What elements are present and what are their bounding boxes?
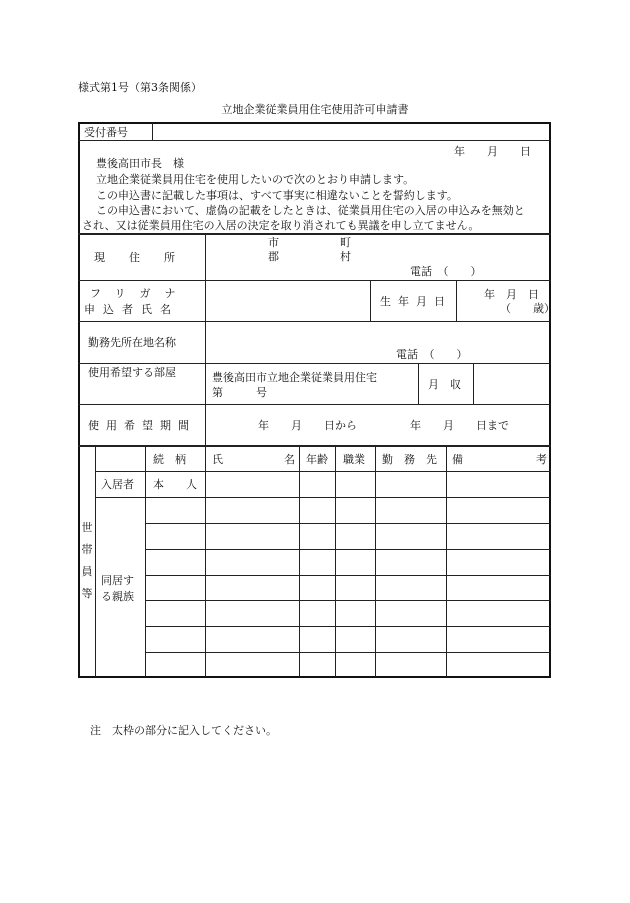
column-header-workplace: 勤 務 先 — [382, 453, 437, 466]
room-label: 使用希望する部屋 — [88, 366, 176, 379]
row-divider — [145, 575, 551, 576]
column-header-occupation: 職業 — [343, 453, 365, 466]
intro-line: この申込書に記載した事項は、すべて事実に相違ないことを誓約します。 — [96, 189, 458, 202]
intro-line: され、又は従業員用住宅の入居の決定を取り消されても異議を申し立てません。 — [82, 219, 480, 232]
family-label: 同居する親族 — [101, 574, 134, 603]
intro-line: 立地企業従業員用住宅を使用したいので次のとおり申請します。 — [96, 173, 415, 186]
column-header-given-name: 名 — [284, 453, 295, 466]
village-marker: 村 — [340, 250, 351, 263]
column-header-remarks: 備 — [452, 453, 463, 466]
footer-note: 注 太枠の部分に記入してください。 — [90, 724, 277, 737]
applicant-name-label: 申込者氏名 — [84, 303, 179, 316]
row-divider — [145, 549, 551, 550]
housing-name: 豊後高田市立地企業従業員用住宅 — [212, 371, 377, 384]
row-divider — [145, 523, 551, 524]
row-divider — [78, 280, 551, 281]
row-divider — [78, 140, 551, 141]
form-number: 様式第1号（第3条関係） — [78, 81, 202, 94]
intro-line: この申込書において、虚偽の記載をしたときは、従業員用住宅の入居の申込みを無効と — [96, 204, 525, 217]
town-marker: 町 — [340, 236, 351, 249]
form-title: 立地企業従業員用住宅使用許可申請書 — [221, 103, 409, 116]
city-marker: 市 — [268, 236, 279, 249]
workplace-phone[interactable]: 電話 （ ） — [396, 348, 468, 361]
column-divider — [145, 446, 146, 677]
column-divider — [375, 446, 376, 677]
county-marker: 郡 — [268, 250, 279, 263]
column-divider — [299, 446, 300, 677]
column-header-surname: 氏 — [212, 453, 223, 466]
addressee: 豊後高田市長 様 — [96, 157, 184, 170]
column-divider — [456, 281, 457, 321]
column-divider — [370, 281, 371, 321]
furigana-label: フリガナ — [90, 287, 190, 300]
monthly-income-label: 月 収 — [428, 378, 461, 391]
period-to[interactable]: 年 月 日まで — [410, 419, 509, 432]
period-from[interactable]: 年 月 日から — [258, 419, 357, 432]
resident-label: 入居者 — [101, 478, 134, 491]
application-date[interactable]: 年 月 日 — [454, 145, 531, 158]
row-divider — [95, 497, 551, 498]
receipt-number-field[interactable] — [158, 126, 546, 139]
row-divider — [145, 626, 551, 627]
row-divider — [78, 363, 551, 364]
column-divider — [205, 446, 206, 677]
row-divider — [145, 600, 551, 601]
column-divider — [95, 446, 96, 677]
column-divider — [205, 234, 206, 445]
column-divider — [152, 123, 153, 140]
row-divider — [78, 404, 551, 405]
row-divider — [78, 445, 551, 447]
column-header-relationship: 続 柄 — [153, 453, 186, 466]
row-divider — [78, 233, 551, 235]
column-divider — [418, 364, 419, 404]
column-divider — [473, 364, 474, 404]
workplace-label: 勤務先所在地名称 — [88, 336, 176, 349]
column-header-age: 年齢 — [306, 453, 328, 466]
column-divider — [446, 446, 447, 677]
birth-date-value[interactable]: 年 月 日 — [484, 288, 539, 301]
column-divider — [335, 446, 336, 677]
room-number[interactable]: 第 号 — [212, 386, 267, 399]
age-value[interactable]: （ 歳） — [500, 302, 555, 315]
address-phone[interactable]: 電話 （ ） — [410, 265, 482, 278]
address-label: 現住所 — [94, 251, 199, 264]
household-side-label: 世帯員等 — [81, 521, 93, 600]
receipt-number-label: 受付番号 — [84, 126, 128, 139]
self-label: 本 人 — [153, 478, 197, 491]
birth-date-label: 生年月日 — [380, 295, 452, 308]
period-label: 使用希望期間 — [88, 419, 196, 432]
row-divider — [95, 471, 551, 472]
column-header-remarks-end: 考 — [536, 453, 547, 466]
row-divider — [78, 321, 551, 322]
row-divider — [145, 652, 551, 653]
